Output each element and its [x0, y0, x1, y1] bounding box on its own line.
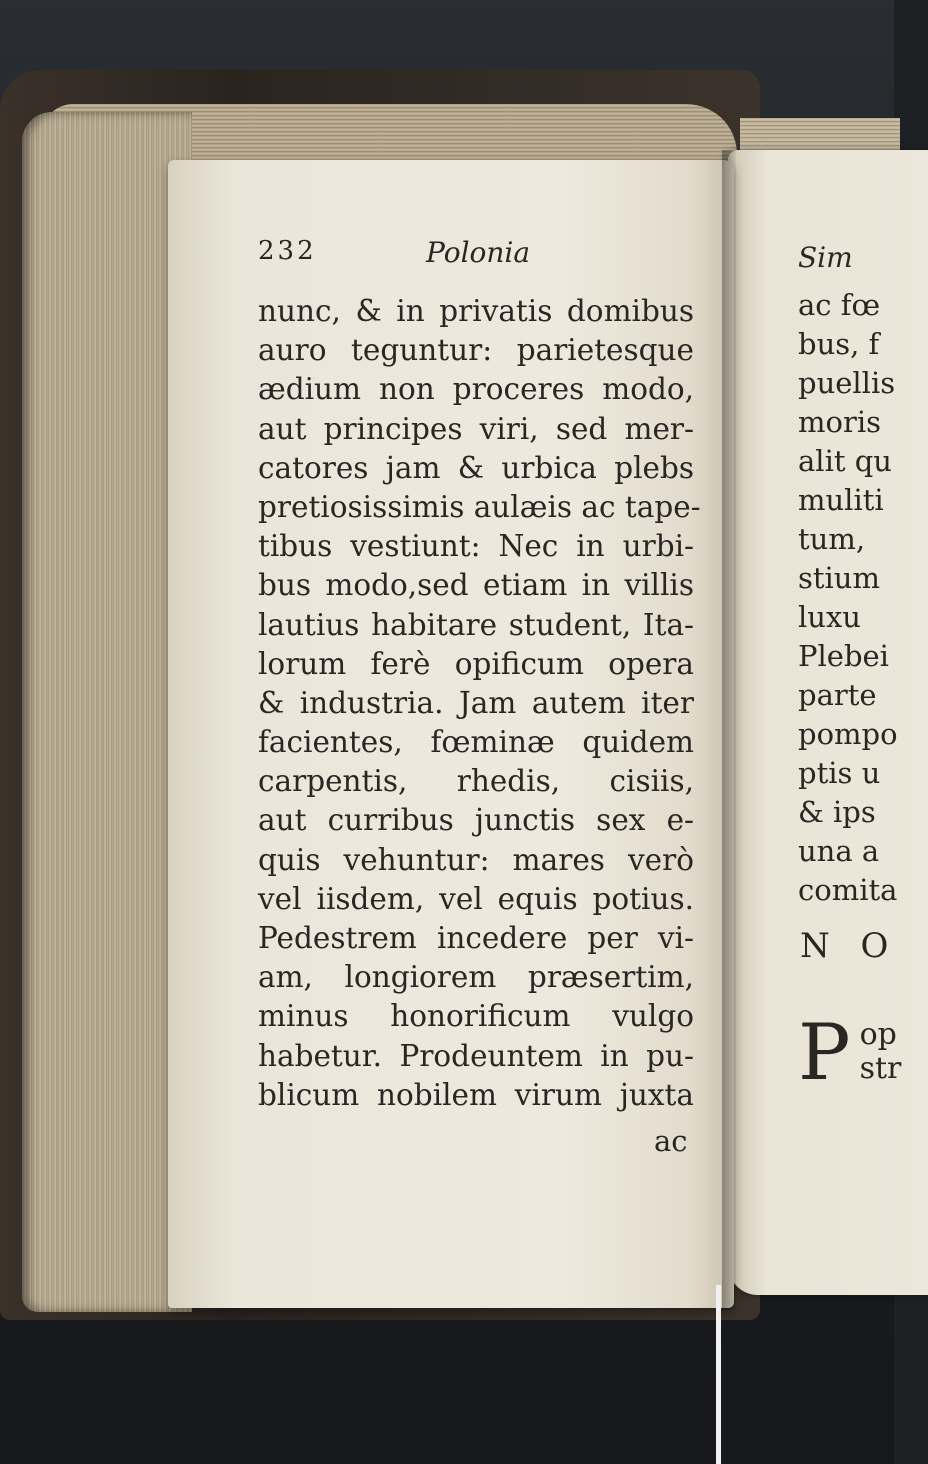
- text-line: luxu: [798, 600, 861, 634]
- right-page-text: [798, 236, 898, 910]
- page-number: 232: [258, 236, 317, 266]
- text-line: am, longiorem præsertim,: [258, 960, 694, 995]
- text-line: habetur. Prodeuntem in pu-: [258, 1038, 694, 1073]
- paper-strip: [716, 1285, 721, 1464]
- text-line: facientes, fœminæ quidem: [258, 725, 694, 760]
- right-running-head: Sim: [798, 241, 853, 274]
- text-line: aut principes viri, sed mer-: [258, 411, 694, 446]
- body-text: [258, 292, 701, 1115]
- text-line: ptis u: [798, 756, 881, 790]
- dropcap-continuation: [860, 1018, 902, 1086]
- page-header: [258, 236, 698, 280]
- text-line: puellis: [798, 366, 896, 400]
- text-line: catores jam & urbica plebs: [258, 450, 694, 485]
- text-line: una a: [798, 834, 880, 868]
- text-line: aut curribus junctis sex e-: [258, 803, 694, 838]
- text-line: bus modo,sed etiam in villis: [258, 568, 694, 603]
- dropcap-paragraph: [798, 1008, 902, 1098]
- text-line: minus honorificum vulgo: [258, 999, 694, 1034]
- text-line: alit qu: [798, 444, 892, 478]
- text-line: quis vehuntur: mares verò: [258, 842, 694, 877]
- dropcap-line: op: [859, 1017, 897, 1052]
- text-line: pompo: [798, 717, 898, 751]
- text-line: carpentis, rhedis, cisiis,: [258, 764, 694, 799]
- text-line: ac fœ: [798, 288, 881, 322]
- text-line: & industria. Jam autem iter: [258, 685, 694, 720]
- text-line: nunc, & in privatis domibus: [258, 294, 694, 328]
- text-line: tibus vestiunt: Nec in urbi-: [258, 529, 694, 564]
- dropcap-letter: P: [798, 1008, 851, 1098]
- text-line: parte: [798, 678, 877, 712]
- dropcap-line: str: [859, 1051, 902, 1086]
- text-line: muliti: [798, 483, 884, 517]
- text-line: bus, f: [798, 327, 880, 361]
- text-line: pretiosissimis aulæis ac tape-: [258, 489, 701, 524]
- text-line: vel iisdem, vel equis potius.: [258, 881, 694, 916]
- text-line: auro teguntur: parietesque: [258, 333, 694, 368]
- page-edges-left: [22, 112, 192, 1312]
- text-line: lautius habitare student, Ita-: [258, 607, 694, 642]
- text-line: blicum nobilem virum juxta: [258, 1077, 694, 1112]
- text-line: lorum ferè opificum opera: [258, 646, 694, 681]
- catchword: ac: [654, 1124, 688, 1158]
- running-head: Polonia: [426, 236, 531, 269]
- text-line: ædium non proceres modo,: [258, 372, 694, 407]
- text-line: moris: [798, 405, 881, 439]
- section-heading: N O: [800, 926, 899, 966]
- gutter-shadow: [722, 150, 736, 1310]
- text-line: tum,: [798, 522, 866, 556]
- text-line: Pedestrem incedere per vi-: [258, 921, 694, 955]
- text-line: stium: [798, 561, 880, 595]
- text-line: Plebei: [798, 639, 889, 673]
- text-line: & ips: [798, 795, 876, 829]
- text-line: comita: [798, 873, 898, 907]
